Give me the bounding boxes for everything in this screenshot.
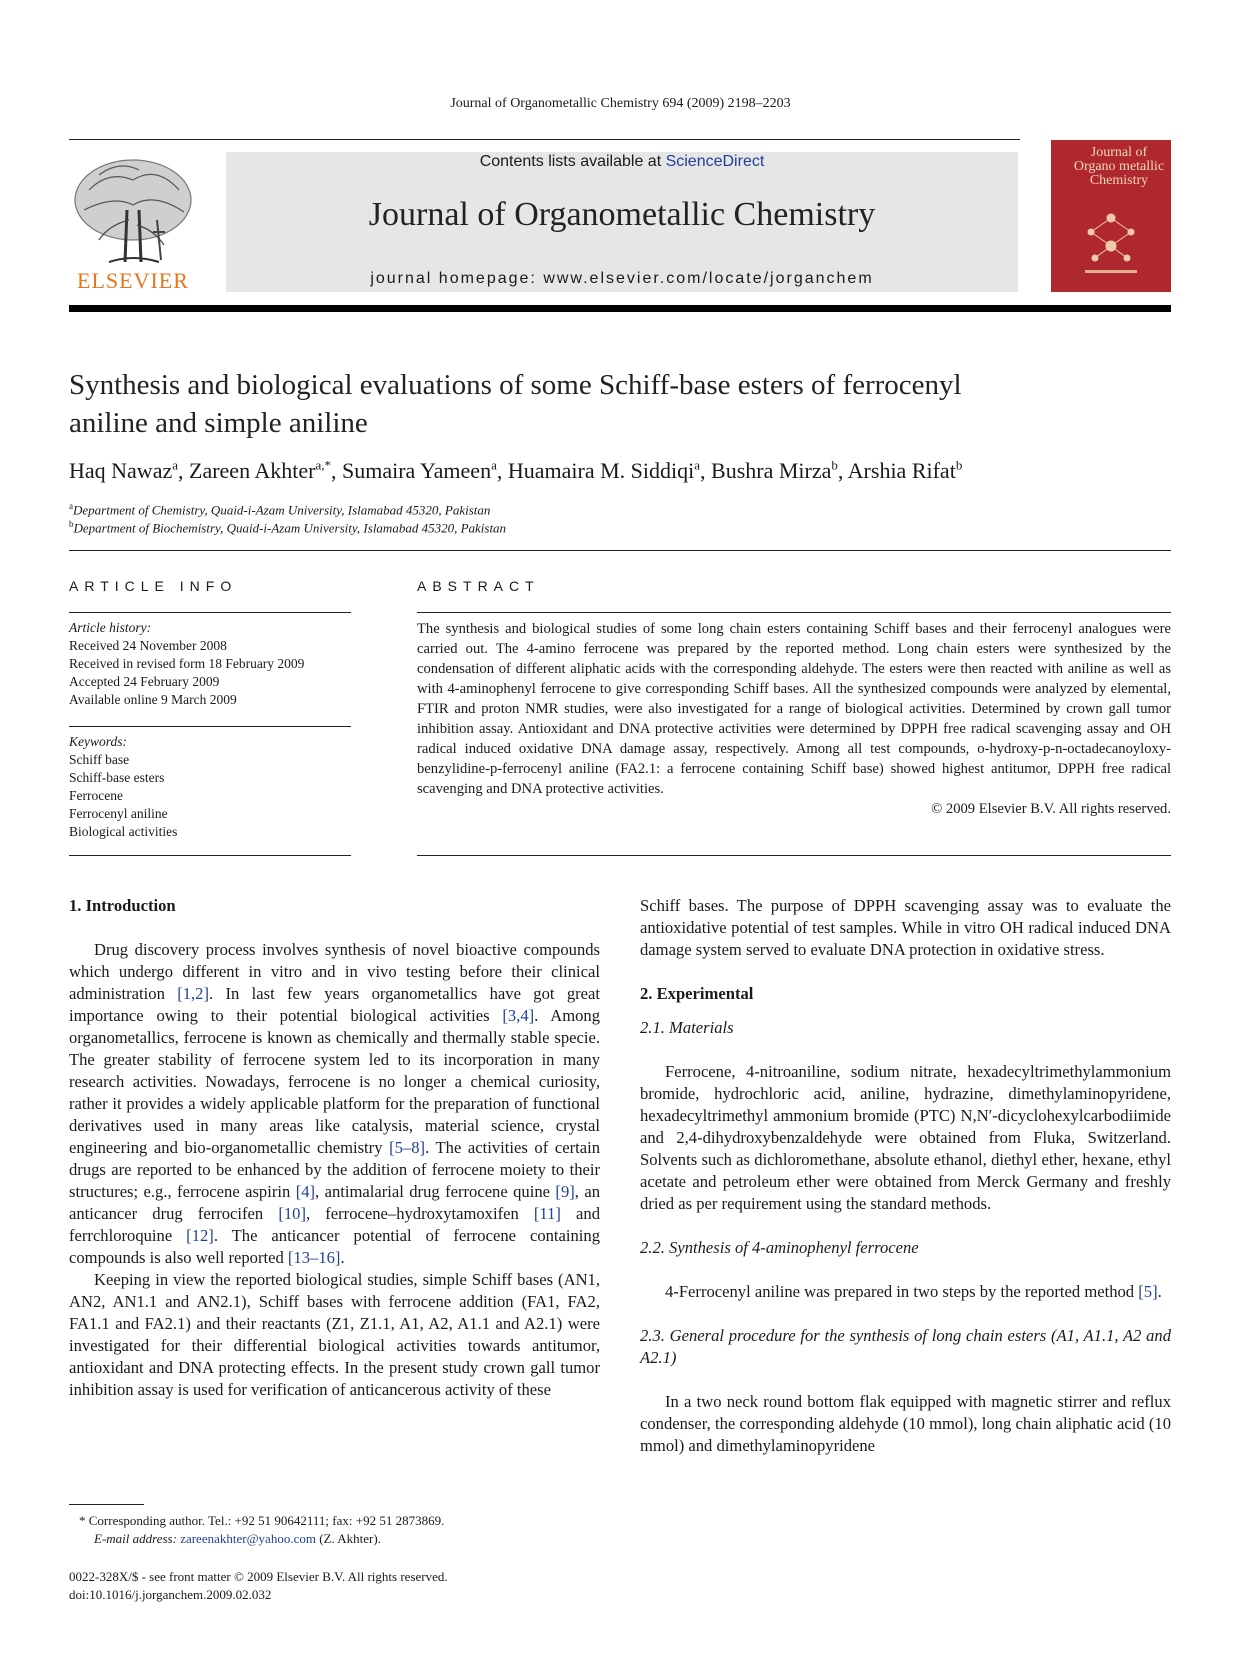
author-separator: , bbox=[700, 458, 712, 484]
text-run: 4-Ferrocenyl aniline was prepared in two steps by the reported method bbox=[665, 1282, 1139, 1301]
article-info-rule bbox=[69, 612, 351, 613]
elsevier-wordmark: ELSEVIER bbox=[77, 268, 189, 293]
author-affil-mark: a bbox=[491, 458, 497, 473]
keyword: Ferrocenyl aniline bbox=[69, 806, 168, 821]
history-item: Available online 9 March 2009 bbox=[69, 692, 237, 707]
abstract bbox=[417, 619, 1171, 819]
abstract-copyright: © 2009 Elsevier B.V. All rights reserved. bbox=[931, 801, 1171, 817]
citation-link[interactable]: [11] bbox=[533, 1204, 561, 1223]
author-separator: , bbox=[496, 458, 508, 484]
elsevier-logo[interactable] bbox=[69, 150, 197, 294]
author-separator: , bbox=[837, 458, 848, 484]
text-run: and ferrchloroquine bbox=[69, 1204, 600, 1245]
citation-link[interactable]: [1,2] bbox=[177, 984, 209, 1003]
keywords-rule bbox=[69, 726, 351, 727]
author-name: Huamaira M. Siddiqi bbox=[507, 458, 695, 484]
text-run: . Among organometallics, ferrocene is known as chemically and thermally stable specie. The greater stability of ferrocene system led to its incorporation in many research activities. Nowadays, ferrocene is no longer a chemical curiosity, rather it provides a widely applicable platform for the preparation of functional derivatives used in many areas like catalysis, material science, crystal engineering and bio-organometallic chemistry bbox=[69, 1006, 600, 1157]
affil-text: Department of Biochemistry, Quaid-i-Azam University, Islamabad 45320, Pakistan bbox=[73, 520, 507, 536]
keyword: Ferrocene bbox=[69, 788, 123, 803]
journal-cover[interactable] bbox=[1051, 140, 1171, 292]
text-run: . The anticancer potential of ferrocene containing compounds is also well reported bbox=[69, 1226, 600, 1267]
author-list bbox=[69, 458, 1171, 484]
author-name: Sumaira Yameen bbox=[341, 458, 492, 484]
cover-title: Journal of Organo metallic Chemistry bbox=[1073, 145, 1165, 188]
history-item: Accepted 24 February 2009 bbox=[69, 674, 220, 689]
history-heading: Article history: bbox=[69, 620, 152, 635]
intro-paragraph-2: Keeping in view the reported biological studies, simple Schiff bases (AN1, AN2, AN1.1 and AN2.1), Schiff bases with ferrocene addition (FA1, FA2, FA1.1 and FA2.1) and their reactants (Z1, Z1.1, A1, A2, A1.1 and A2.1) were investigated for their differential biological activities towards antitumor, antioxidant and DNA protecting effects. In the present study crown gall tumor inhibition assay is used for verification of anticancerous activity of these bbox=[69, 1270, 600, 1399]
abstract-rule bbox=[417, 612, 1171, 613]
abstract-label: ABSTRACT bbox=[417, 578, 540, 594]
email-suffix: (Z. Akhter). bbox=[315, 1531, 381, 1546]
molecule-icon bbox=[1051, 140, 1171, 292]
header-rule bbox=[69, 139, 1020, 140]
text-run: , an anticancer drug ferrocifen bbox=[69, 1182, 601, 1223]
experimental-heading: 2. Experimental bbox=[640, 984, 754, 1003]
author-separator: , bbox=[178, 458, 190, 484]
citation-link[interactable]: [4] bbox=[295, 1182, 316, 1201]
affiliation-b bbox=[69, 519, 1171, 536]
doi-line[interactable]: doi:10.1016/j.jorganchem.2009.02.032 bbox=[69, 1587, 272, 1602]
citation-link[interactable]: [3,4] bbox=[502, 1006, 535, 1025]
article-info-label: ARTICLE INFO bbox=[69, 578, 238, 594]
intro-heading: 1. Introduction bbox=[69, 896, 176, 915]
author-affil-mark: b bbox=[831, 458, 838, 473]
info-bottom-rule bbox=[69, 855, 351, 856]
citation-link[interactable]: [10] bbox=[278, 1204, 306, 1223]
affil-mark: b bbox=[69, 519, 74, 529]
author[interactable] bbox=[711, 458, 838, 483]
text-run: . In last few years organometallics have got great importance owing to their potential biological activities bbox=[69, 984, 600, 1025]
author-name: Haq Nawaz bbox=[69, 458, 173, 484]
general-procedure-heading: 2.3. General procedure for the synthesis of long chain esters (A1, A1.1, A2 and A2.1) bbox=[640, 1326, 1171, 1367]
intro-paragraph-1 bbox=[69, 939, 600, 1269]
header-thick-rule bbox=[69, 305, 1171, 312]
issn-line: 0022-328X/$ - see front matter © 2009 Elsevier B.V. All rights reserved. bbox=[69, 1569, 448, 1584]
author-affil-mark: a,* bbox=[315, 458, 331, 473]
author[interactable] bbox=[508, 458, 700, 483]
keywords bbox=[69, 733, 351, 841]
keyword: Biological activities bbox=[69, 824, 178, 839]
text-run: . bbox=[340, 1248, 345, 1267]
journal-homepage[interactable]: journal homepage: www.elsevier.com/locate/jorganchem bbox=[370, 270, 874, 287]
keyword: Schiff-base esters bbox=[69, 770, 165, 785]
keyword: Schiff base bbox=[69, 752, 130, 767]
text-run: , ferrocene–hydroxytamoxifen bbox=[306, 1204, 534, 1223]
abstract-text: The synthesis and biological studies of some long chain esters containing Schiff bases and their ferrocenyl analogues were carried out. The 4-amino ferrocene was prepared by the reported method. Long chain esters were synthesized by the condensation of different aliphatic acids with the corresponding aldehyde. The esters were then reacted with aniline as well as with 4-aminophenyl ferrocene to give corresponding Schiff bases. All the synthesized compounds were analyzed by elemental, FTIR and proton NMR studies, were also investigated for a range of biological activities. Determined by crown gall tumor inhibition assay. Antioxidant and DNA protective activities were determined by DPPH free radical scavenging assay and OH radical induced oxidative DNA damage assay, respectively. Among all test compounds, o-hydroxy-p-n-octadecanoyloxy-benzylidine-p-ferrocenyl aniline (FA2.1: a ferrocene containing Schiff base) showed highest antitumor, DPPH free radical scavenging and DNA protective activities. bbox=[417, 621, 1171, 797]
contents-line bbox=[226, 153, 1018, 171]
author-affil-mark: a bbox=[694, 458, 701, 473]
front-matter-rule bbox=[69, 550, 1171, 551]
citation-link[interactable]: [5] bbox=[1138, 1282, 1158, 1301]
corresponding-footnote: * Corresponding author. Tel.: +92 51 90642111; fax: +92 51 2873869. bbox=[79, 1513, 445, 1528]
email-footnote bbox=[69, 1530, 634, 1548]
materials-heading: 2.1. Materials bbox=[640, 1018, 734, 1037]
abstract-bottom-rule bbox=[417, 855, 1171, 856]
affil-mark: a bbox=[69, 501, 73, 511]
body-left-column bbox=[69, 895, 600, 1401]
sciencedirect-link[interactable]: ScienceDirect bbox=[665, 153, 765, 170]
author-name: Arshia Rifat bbox=[847, 458, 956, 484]
author-affil-mark: a bbox=[172, 458, 179, 473]
general-procedure-paragraph: In a two neck round bottom flak equipped with magnetic stirrer and reflux condenser, the corresponding aldehyde (10 mmol), long chain aliphatic acid (10 mmol) and dimethylaminopyridene bbox=[640, 1392, 1171, 1455]
running-head: Journal of Organometallic Chemistry 694 (2009) 2198–2203 bbox=[450, 96, 791, 111]
author-separator: , bbox=[330, 458, 342, 484]
citation-link[interactable]: [12] bbox=[186, 1226, 214, 1245]
contents-prefix: Contents lists available at bbox=[479, 153, 666, 170]
citation-link[interactable]: [9] bbox=[555, 1182, 575, 1201]
citation-link[interactable]: [5–8] bbox=[389, 1138, 426, 1157]
email-label: E-mail address: bbox=[94, 1531, 181, 1546]
article-history bbox=[69, 619, 351, 709]
synthesis-heading: 2.2. Synthesis of 4-aminophenyl ferrocene bbox=[640, 1238, 919, 1257]
affil-text: Department of Chemistry, Quaid-i-Azam University, Islamabad 45320, Pakistan bbox=[73, 502, 491, 518]
footnote-rule bbox=[69, 1504, 144, 1505]
keywords-heading: Keywords: bbox=[69, 734, 127, 749]
body-right-column bbox=[640, 895, 1171, 1457]
email-link[interactable]: zareenakhter@yahoo.com bbox=[180, 1531, 316, 1546]
intro-continued: Schiff bases. The purpose of DPPH scavenging assay was to evaluate the antioxidative potential of test samples. While in vitro OH radical induced DNA damage system served to evaluate DNA protection in oxidative stress. bbox=[640, 896, 1171, 959]
materials-paragraph: Ferrocene, 4-nitroaniline, sodium nitrate, hexadecyltrimethylammonium bromide, hydrochloric acid, aniline, hydrazine, dimethylaminopyridene, hexadecyltrimethyl ammonium bromide (PTC) N,N′-dicyclohexylcarbodiimide and 2,4-dihydroxybenzaldehyde were obtained from Fluka, Switzerland. Solvents such as dichloromethane, absolute ethanol, diethyl ether, hexane, ethyl acetate and petroleum ether were obtained from Merck Germany and freshly dried as per requirement using the standard methods. bbox=[640, 1062, 1171, 1213]
author[interactable] bbox=[848, 458, 963, 483]
history-item: Received in revised form 18 February 2009 bbox=[69, 656, 305, 671]
title-line-2: aniline and simple aniline bbox=[69, 407, 368, 439]
author-name: Zareen Akhter bbox=[189, 458, 316, 484]
journal-title: Journal of Organometallic Chemistry bbox=[368, 196, 876, 233]
affiliation-a bbox=[69, 501, 1171, 518]
synthesis-paragraph: 4-Ferrocenyl aniline was prepared in two steps by the reported method [5]. bbox=[665, 1282, 1162, 1301]
citation-link[interactable]: [13–16] bbox=[287, 1248, 341, 1267]
text-run: . The activities of certain drugs are reported to be enhanced by the addition of ferrocene moiety to their structures; e.g., ferrocene aspirin bbox=[69, 1138, 600, 1201]
text-run: , antimalarial drug ferrocene quine bbox=[315, 1182, 556, 1201]
author[interactable] bbox=[342, 458, 497, 483]
title-line-1: Synthesis and biological evaluations of some Schiff-base esters of ferrocenyl bbox=[69, 369, 962, 401]
paper-title bbox=[69, 366, 1171, 442]
text-run: Drug discovery process involves synthesis of novel bioactive compounds which undergo different in vitro and in vivo testing before their clinical administration bbox=[69, 940, 600, 1003]
author-name: Bushra Mirza bbox=[711, 458, 832, 484]
author[interactable] bbox=[69, 458, 178, 483]
history-item: Received 24 November 2008 bbox=[69, 638, 227, 653]
author[interactable] bbox=[189, 458, 331, 483]
author-affil-mark: b bbox=[955, 458, 963, 473]
